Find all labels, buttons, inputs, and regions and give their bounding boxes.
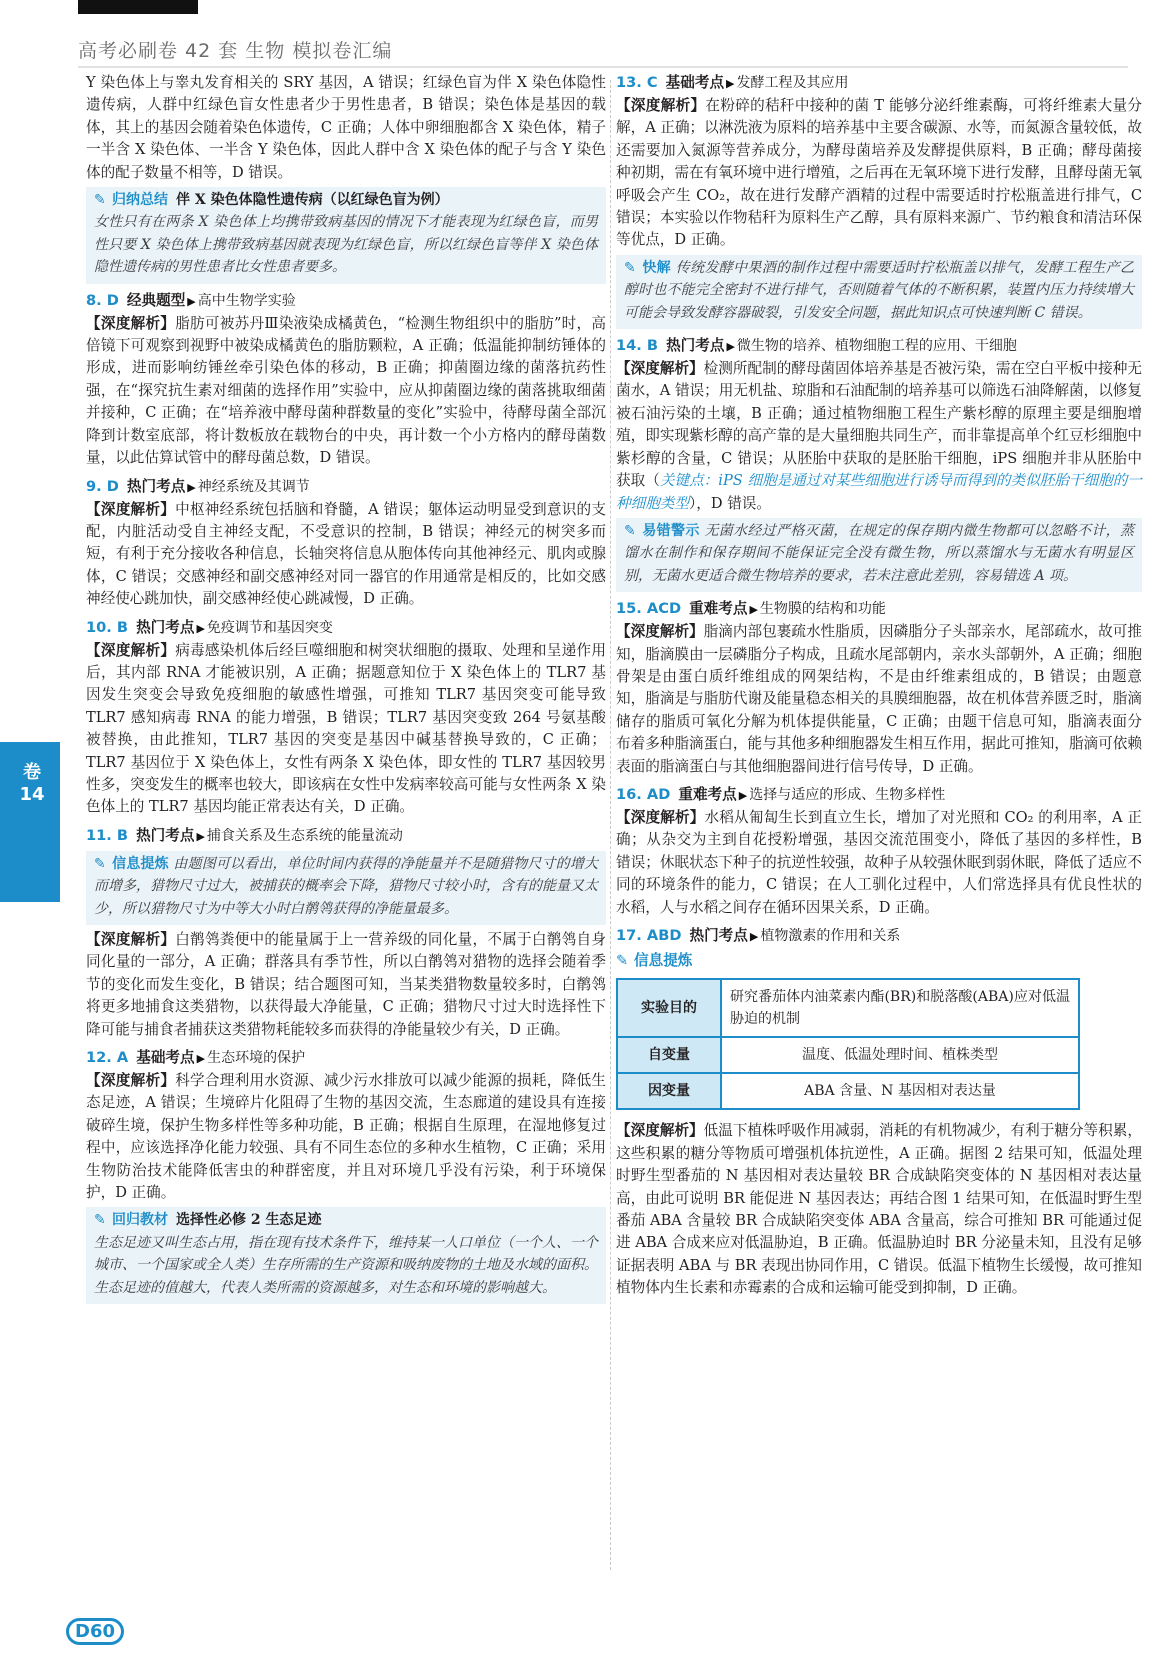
q12-text: 科学合理利用水资源、减少污水排放可以减少能源的损耗，降低生态足迹，A 错误；生境碎片化阻碍了生物的基因交流，生态廊道的建设具有连接破碎生境，保护生物多样性等多种功能，B 正确；根据自生原理，在湿地修复过程中，应该选择净化能力较强、具有不同生态位的多种水生植物，C 正确；采用生物防治技术能降低害虫的种群密度，并且对环境几乎没有污染，利于环境保护，D 正确。 xyxy=(86,1072,606,1202)
pen-icon: ✎ xyxy=(616,952,629,969)
q8-analysis xyxy=(86,313,606,470)
q10-head xyxy=(86,617,606,640)
q14-text: 检测所配制的酵母菌固体培养基是否被污染，需在空白平板中接种无菌水，A 错误；用无机盐、琼脂和石油配制的培养基可以筛选石油降解菌，以修复被石油污染的土壤，B 正确；通过植物细胞工程生产紫杉醇的原理主要是细胞增殖，即实现紫杉醇的高产靠的是大量细胞共同生产，而非靠提高单个红豆杉细胞中紫杉醇的含量，C 错误；从胚胎中获取的是胚胎干细胞，iPS 细胞并非从胚胎中获取（ xyxy=(616,360,1142,490)
intro-paragraph: Y 染色体上与睾丸发育相关的 SRY 基因，A 错误；红绿色盲为伴 X 染色体隐性遗传病，人群中红绿色盲女性患者少于男性患者，B 错误；染色体是基因的载体，其上的基因会随着染色体遗传，C 正确；人体中卵细胞都含 X 染色体，精子一半含 X 染色体、一半含 Y 染色体，因此人群中含 X 染色体的配子与含 Y 染色体的配子数量不相等，D 错误。 xyxy=(86,74,606,181)
q8-kp: 经典题型 xyxy=(126,291,186,309)
arrow-icon: ▶ xyxy=(749,603,758,617)
q14-note-label: 易错警示 xyxy=(642,522,700,539)
arrow-icon: ▶ xyxy=(726,77,735,90)
q12-note-text: 生态足迹又叫生态占用，指在现有技术条件下，维持某一人口单位（一个人、一个城市、一个国家或全人类）生存所需的生产资源和吸纳废物的土地及水域的面积。生态足迹的值越大，代表人类所需的资源越多，对生态和环境的影响越大。 xyxy=(94,1234,598,1296)
q9-head xyxy=(86,476,606,499)
pen-icon: ✎ xyxy=(624,522,636,539)
deep-analysis-tag: 【深度解析】 xyxy=(616,360,704,378)
q16-kp-value: 选择与适应的形成、生物多样性 xyxy=(749,786,946,803)
q14-warning-note xyxy=(616,518,1142,592)
deep-analysis-tag: 【深度解析】 xyxy=(86,314,176,332)
table-cell-label: 实验目的 xyxy=(617,979,721,1037)
table-cell-label: 自变量 xyxy=(617,1037,721,1073)
side-tab-label xyxy=(18,762,46,806)
q11-number: 11. B xyxy=(86,826,129,844)
page-header: 高考必刷卷 42 套 生物 模拟卷汇编 xyxy=(78,40,393,62)
q17-note-label: 信息提炼 xyxy=(634,952,693,969)
q15-kp: 重难考点 xyxy=(689,600,748,618)
q9-analysis xyxy=(86,499,606,611)
table-cell-label: 因变量 xyxy=(617,1073,721,1109)
column-divider xyxy=(610,80,611,1570)
logo-bar xyxy=(78,0,198,14)
pen-icon: ✎ xyxy=(94,855,106,872)
q17-head xyxy=(616,925,1142,948)
q11-info-note xyxy=(86,851,606,925)
q16-head xyxy=(616,784,1142,807)
arrow-icon: ▶ xyxy=(738,788,748,802)
q12-textbook-note xyxy=(86,1207,606,1304)
q8-number: 8. D xyxy=(86,291,119,309)
q12-note-title-row xyxy=(94,1209,598,1231)
q15-head xyxy=(616,598,1142,621)
summary-label: 归纳总结 xyxy=(112,192,168,209)
q10-analysis xyxy=(86,640,606,819)
q10-kp: 热门考点 xyxy=(136,618,195,636)
q11-kp: 热门考点 xyxy=(136,826,195,844)
q17-analysis xyxy=(616,1120,1142,1299)
q16-analysis xyxy=(616,807,1142,919)
q14-number: 14. B xyxy=(616,337,659,355)
summary-title-row xyxy=(94,189,598,211)
pen-icon: ✎ xyxy=(94,1212,106,1229)
q11-head xyxy=(86,825,606,848)
table-row xyxy=(617,1037,1079,1073)
q13-text: 在粉碎的秸秆中接种的菌 T 能够分泌纤维素酶，可将纤维素大量分解，A 正确；以淋洗液为原料的培养基中主要含碳源、水等，而氮源含量较低，故还需要加入氮源等营养成分，为酵母菌培养及发酵提供原料，B 正确；酵母菌接种初期，需在有氧环境中进行增殖，之后再在无氧环境下进行发酵，且酵母菌无氧呼吸会产生 CO₂，故在进行发酵产酒精的过程中需要适时拧松瓶盖进行排气，C 错误；本实验以作物秸秆为原料生产乙醇，具有原料来源广、节约粮食和清洁环保等优点，D 正确。 xyxy=(616,97,1142,249)
arrow-icon: ▶ xyxy=(196,829,205,843)
summary-note xyxy=(86,187,606,284)
q10-kp-value: 免疫调节和基因突变 xyxy=(206,619,333,636)
q13-kp-value: 发酵工程及其应用 xyxy=(736,75,849,91)
deep-analysis-tag: 【深度解析】 xyxy=(616,1122,704,1140)
q15-text: 脂滴内部包裹疏水性脂质，因磷脂分子头部亲水，尾部疏水，故可推知，脂滴膜由一层磷脂分子构成，且疏水尾部朝内，亲水头部朝外，A 正确；细胞骨架是由蛋白质纤维组成的网架结构，不是由纤维素组成的，B 错误；由题意知，脂滴是与脂肪代谢及能量稳态相关的具膜细胞器，故在机体营养匮乏时，脂滴储存的脂质可氧化分解为机体提供能量，C 正确；由题干信息可知，脂滴表面分布着多种脂滴蛋白，能与其他多种细胞器发生相互作用，据此可推知，脂滴可依赖表面的脂滴蛋白与其他细胞器间进行信号传导，D 正确。 xyxy=(616,623,1142,775)
q12-kp-value: 生态环境的保护 xyxy=(207,1050,306,1067)
q13-quick-note xyxy=(616,255,1142,329)
arrow-icon: ▶ xyxy=(187,480,196,494)
q15-analysis xyxy=(616,621,1142,778)
q17-kp: 热门考点 xyxy=(689,927,748,944)
q8-kp-value: 高中生物学实验 xyxy=(197,292,296,309)
q14-key-point: 关键点：iPS 细胞是通过对某些细胞进行诱导而得到的类似胚胎干细胞的一种细胞类型 xyxy=(616,472,1142,512)
q10-text: 病毒感染机体后经巨噬细胞和树突状细胞的摄取、处理和呈递作用后，其内部 RNA 才能被识别，A 正确；据题意知位于 X 染色体上的 TLR7 基因发生突变会导致免疫细胞的敏感性增强，可推知 TLR7 基因突变可能导致 TLR7 感知病毒 RNA 的能力增强，B 错误；TLR7 基因突变致 264 号氨基酸被替换，由此推知，TLR7 基因的突变是基因中碱基替换导致的，C 正确；TLR7 基因位于 X 染色体上，女性有两条 X 染色体，即女性的 TLR7 基因较男性多，突变发生的概率也较大，即该病在女性中发病率较高可能与女性两条 X 染色体上的 TLR7 基因均能正常表达有关，D 正确。 xyxy=(86,641,606,816)
q11-analysis xyxy=(86,929,606,1041)
q9-kp-value: 神经系统及其调节 xyxy=(197,478,310,495)
q14-kp: 热门考点 xyxy=(666,337,725,355)
q17-text: 低温下植株呼吸作用减弱，消耗的有机物减少，有利于糖分等积累，这些积累的糖分等物质可增强机体抗逆性，A 正确。据图 2 结果可知，低温处理时野生型番茄的 N 基因相对表达量较 BR 合成缺陷突变体的 N 基因相对表达量高，由此可说明 BR 能促进 N 基因表达；再结合图 1 结果可知，在低温时野生型番茄 ABA 含量较 BR 合成缺陷突变体 ABA 含量高，综合可推知 BR 可能通过促进 ABA 合成来应对低温胁迫，B 正确。低温胁迫时 BR 分泌量未知，且没有足够证据表明 ABA 与 BR 表现出协同作用，C 错误。低温下植物生长缓慢，故可推知植物体内生长素和赤霉素的合成和运输可能受到抑制，D 正确。 xyxy=(616,1122,1142,1297)
q8-head xyxy=(86,290,606,313)
q13-note-label: 快解 xyxy=(642,259,671,276)
experiment-table xyxy=(616,978,1080,1110)
arrow-icon: ▶ xyxy=(196,1052,206,1066)
q12-note-label: 回归教材 xyxy=(112,1212,168,1229)
q13-number: 13. C xyxy=(616,74,658,91)
q15-number: 15. ACD xyxy=(616,600,682,618)
q13-note-text: 传统发酵中果酒的制作过程中需要适时拧松瓶盖以排气，发酵工程生产乙醇时也不能完全密封不进行排气，否则随着气体的不断积累，装置内压力持续增大可能会导致发酵容器破裂，引发安全问题，据此知识点可快速判断 C 错误。 xyxy=(624,259,1135,321)
q14-note-text: 无菌水经过严格灭菌，在规定的保存期内微生物都可以忽略不计，蒸馏水在制作和保存期间不能保证完全没有微生物，所以蒸馏水与无菌水有明显区别，无菌水更适合微生物培养的要求，若未注意此差别，容易错选 A 项。 xyxy=(624,522,1135,584)
q16-kp: 重难考点 xyxy=(678,785,737,803)
q12-note-sub: 选择性必修 2 生态足迹 xyxy=(176,1212,322,1229)
q12-kp: 基础考点 xyxy=(136,1049,195,1067)
arrow-icon: ▶ xyxy=(726,340,735,354)
table-cell-value: 研究番茄体内油菜素内酯(BR)和脱落酸(ABA)应对低温胁迫的机制 xyxy=(721,979,1079,1037)
q14-head xyxy=(616,335,1142,358)
header-rule xyxy=(78,66,1128,68)
q14-tail: ），D 错误。 xyxy=(688,494,771,512)
deep-analysis-tag: 【深度解析】 xyxy=(86,931,176,948)
q12-number: 12. A xyxy=(86,1049,129,1067)
table-cell-value: 温度、低温处理时间、植株类型 xyxy=(721,1037,1079,1073)
deep-analysis-tag: 【深度解析】 xyxy=(86,1072,176,1090)
left-column xyxy=(86,72,606,1308)
deep-analysis-tag: 【深度解析】 xyxy=(86,500,176,518)
q14-kp-value: 微生物的培养、植物细胞工程的应用、干细胞 xyxy=(736,338,1017,355)
deep-analysis-tag: 【深度解析】 xyxy=(616,97,706,114)
page-number: D60 xyxy=(66,1618,124,1645)
q16-text: 水稻从匍匐生长到直立生长，增加了对光照和 CO₂ 的利用率，A 正确；从杂交为主到自花授粉增强，基因交流范围变小，降低了基因的多样性，B 错误；休眠状态下种子的抗逆性较强，故种子从较强休眠到弱休眠，降低了适应不同的环境条件的能力，C 错误；在人工驯化过程中，人们常选择具有优良性状的水稻，人与水稻之间存在循环因果关系，D 正确。 xyxy=(616,808,1142,916)
q15-kp-value: 生物膜的结构和功能 xyxy=(759,601,886,618)
summary-text: 女性只有在两条 X 染色体上均携带致病基因的情况下才能表现为红绿色盲，而男性只要 X 染色体上携带致病基因就表现为红绿色盲，所以红绿色盲等伴 X 染色体隐性遗传病的男性患者比女性患者要多。 xyxy=(94,214,598,276)
q10-number: 10. B xyxy=(86,618,129,636)
q17-kp-value: 植物激素的作用和关系 xyxy=(760,928,901,944)
table-row xyxy=(617,1073,1079,1109)
q12-head xyxy=(86,1047,606,1070)
q13-head xyxy=(616,72,1142,95)
q9-kp: 热门考点 xyxy=(126,477,186,495)
q11-note-text: 由题图可以看出，单位时间内获得的净能量并不是随猎物尺寸的增大而增多，猎物尺寸过大，被捕获的概率会下降，猎物尺寸较小时，含有的能量又太少，所以猎物尺寸为中等大小时白鹡鸰获得的净能量最多。 xyxy=(94,855,599,917)
deep-analysis-tag: 【深度解析】 xyxy=(86,641,176,659)
arrow-icon: ▶ xyxy=(749,930,759,943)
q17-info-label-row xyxy=(616,950,1142,972)
table-row xyxy=(617,979,1079,1037)
q9-text: 中枢神经系统包括脑和脊髓，A 错误；躯体运动明显受到意识的支配，内脏活动受自主神经支配，不受意识的控制，B 错误；神经元的树突多而短，有利于充分接收各种信息，长轴突将信息从胞体传向其他神经元、肌肉或腺体，C 错误；交感神经和副交感神经对同一器官的作用通常是相反的，比如交感神经使心跳加快，副交感神经使心跳减慢，D 正确。 xyxy=(86,500,606,608)
side-tab-text: 卷 14 xyxy=(19,762,45,805)
q9-number: 9. D xyxy=(86,477,119,495)
summary-title: 伴 X 染色体隐性遗传病（以红绿色盲为例） xyxy=(176,192,449,209)
arrow-icon: ▶ xyxy=(196,621,205,635)
q11-kp-value: 捕食关系及生态系统的能量流动 xyxy=(206,827,403,844)
table-cell-value: ABA 含量、N 基因相对表达量 xyxy=(721,1073,1079,1109)
q8-text: 脂肪可被苏丹Ⅲ染液染成橘黄色，“检测生物组织中的脂肪”时，高倍镜下可观察到视野中被染成橘黄色的脂肪颗粒，A 正确；低温能抑制纺锤体的形成，进而影响纺锤丝牵引染色体的移动，B 正确；抑菌圈边缘的菌落抗药性强，在“探究抗生素对细菌的选择作用”实验中，应从抑菌圈边缘的菌落挑取细菌并接种，C 正确；在“培养液中酵母菌种群数量的变化”实验中，待酵母菌全部沉降到计数室底部，将计数板放在载物台的中央，再计数一个小方格内的酵母菌数量，以此估算试管中的酵母菌总数，D 错误。 xyxy=(86,314,606,467)
q14-analysis xyxy=(616,358,1142,515)
q13-kp: 基础考点 xyxy=(665,74,725,91)
q17-number: 17. ABD xyxy=(616,927,682,944)
deep-analysis-tag: 【深度解析】 xyxy=(616,623,704,641)
right-column xyxy=(616,72,1142,1300)
q16-number: 16. AD xyxy=(616,785,671,803)
pen-icon: ✎ xyxy=(624,259,636,276)
pen-icon: ✎ xyxy=(94,192,106,209)
q11-text: 白鹡鸰粪便中的能量属于上一营养级的同化量，不属于白鹡鸰自身同化量的一部分，A 正确；群落具有季节性，所以白鹡鸰对猎物的选择会随着季节的变化而发生变化，B 错误；结合题图可知，当某类猎物数量较多时，白鹡鸰将更多地捕食这类猎物，以获得最大净能量，C 正确；猎物尺寸过大时选择性下降可能与捕食者捕获这类猎物耗能较多而获得的净能量较少有关，D 正确。 xyxy=(86,931,606,1038)
q12-analysis xyxy=(86,1070,606,1204)
arrow-icon: ▶ xyxy=(187,294,196,308)
q13-analysis xyxy=(616,95,1142,252)
deep-analysis-tag: 【深度解析】 xyxy=(616,808,705,826)
q11-note-label: 信息提炼 xyxy=(112,855,169,872)
